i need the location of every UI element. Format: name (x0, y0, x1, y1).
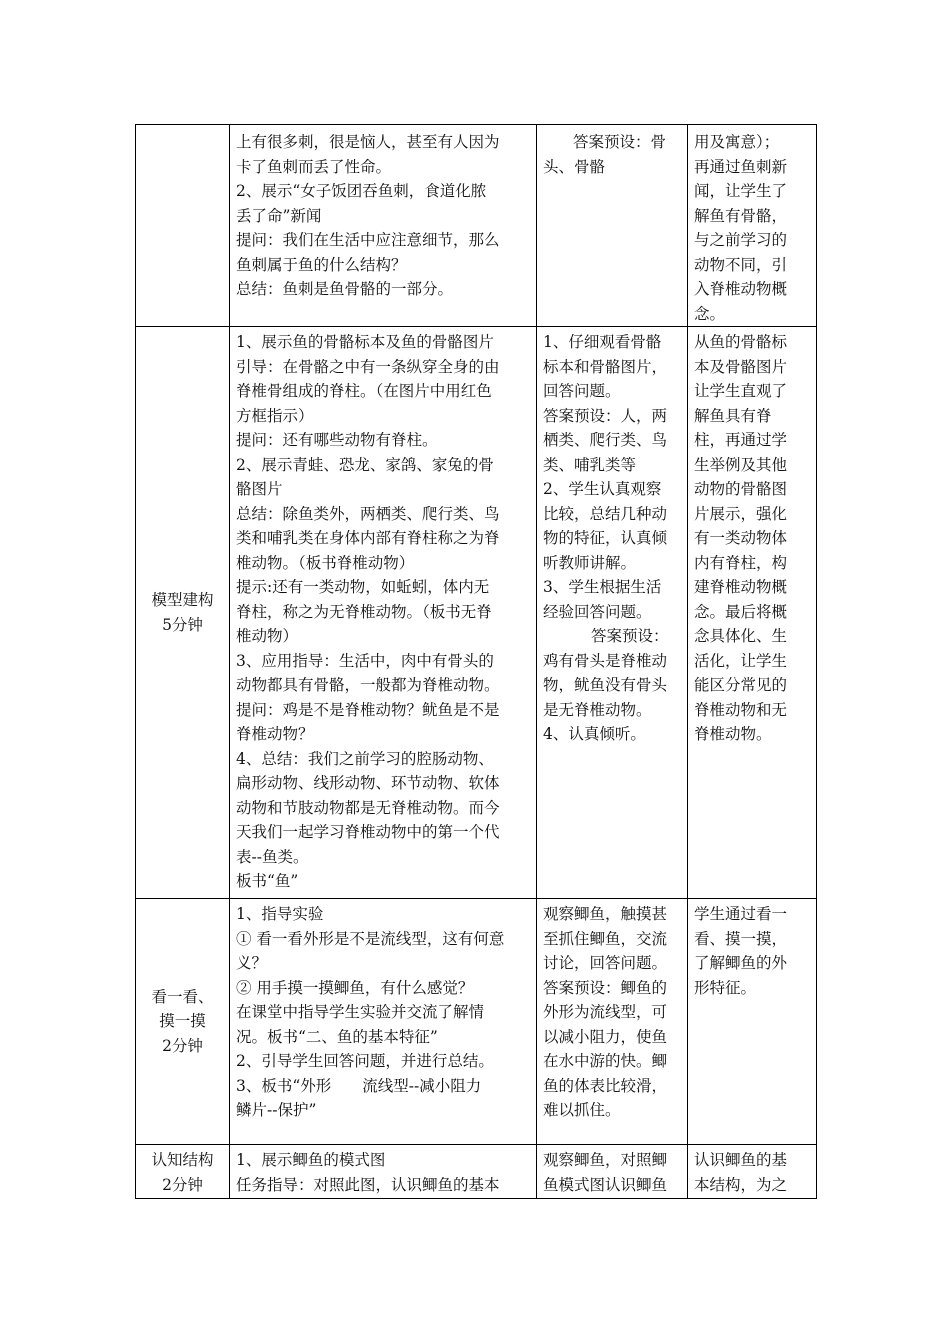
text-line: 标本和骨骼图片， (543, 357, 668, 376)
phase-cell (136, 899, 230, 1145)
text-line: 观察鲫鱼，触摸甚 (543, 905, 668, 923)
text-line: 在课堂中指导学生实验并交流了解情 (236, 1003, 485, 1021)
text-line: 板书“鱼” (236, 872, 299, 890)
text-line: 难以抓住。 (543, 1101, 621, 1119)
text-line: 上有很多刺，很是恼人，甚至有人因为 (236, 133, 500, 151)
text-line: 表--鱼类。 (236, 847, 309, 866)
text-line: 2、学生认真观察 (543, 480, 662, 498)
text-line: 片展示，强化 (694, 504, 788, 523)
text-line: 况。板书“二、鱼的基本特征” (236, 1027, 438, 1046)
text-line: 活化，让学生 (694, 651, 788, 670)
student-activity-cell (537, 125, 688, 327)
text-line: 2、展示“女子饭团吞鱼刺，食道化脓 (236, 182, 487, 200)
text-line: 椎动物） (236, 627, 299, 645)
text-line: 经验回答问题。 (543, 602, 652, 621)
text-line: 鱼刺属于鱼的什么结构？ (236, 255, 407, 274)
text-line: 栖类、爬行类、鸟 (543, 431, 668, 449)
text-line: 物的特征，认真倾 (543, 529, 668, 547)
text-line: 义？ (236, 954, 268, 972)
text-line: 认识鲫鱼的基 (694, 1151, 788, 1169)
text-line: 答案预设： (591, 627, 669, 645)
text-line: 总结：除鱼类外，两栖类、爬行类、鸟 (236, 504, 500, 523)
teacher-activity-cell (230, 327, 537, 899)
text-line: 动物和节肢动物都是无脊椎动物。而今 (236, 798, 500, 817)
text-line: 念。 (694, 304, 726, 323)
student-activity-cell (537, 1145, 688, 1199)
text-line: 解鱼具有脊 (694, 406, 772, 425)
text-line: 2、引导学生回答问题，并进行总结。 (236, 1052, 494, 1070)
text-line: 念具体化、生 (694, 627, 788, 645)
text-line: 答案预设：人，两 (543, 406, 668, 425)
table-row (136, 899, 817, 1145)
text-line: 脊椎动物和无 (694, 700, 788, 719)
text-line: 椎动物。（板书脊椎动物） (236, 553, 415, 572)
text-line: 观察鲫鱼，对照鲫 (543, 1151, 668, 1169)
phase-cell (136, 327, 230, 899)
text-line: 是无脊椎动物。 (543, 700, 652, 719)
text-line: 比较，总结几种动 (543, 504, 668, 523)
phase-cell (136, 1145, 230, 1199)
text-line: 形特征。 (694, 978, 757, 997)
text-line: 3、板书“外形 流线型--减小阻力 (236, 1076, 482, 1095)
table-row (136, 327, 817, 899)
text-line: 脊椎骨组成的脊柱。（在图片中用红色 (236, 382, 492, 400)
text-line: 头、骨骼 (543, 157, 606, 176)
student-activity-cell (537, 327, 688, 899)
text-line: 天我们一起学习脊椎动物中的第一个代 (236, 823, 500, 841)
teacher-activity-cell (230, 1145, 537, 1199)
text-line: 鸡有骨头是脊椎动 (543, 651, 668, 670)
phase-duration: 5分钟 (162, 615, 203, 634)
text-line: 了解鲫鱼的外 (694, 954, 788, 972)
text-line: 动物都具有骨骼，一般都为脊椎动物。 (236, 676, 500, 694)
text-line: 脊椎动物？ (236, 725, 314, 743)
text-line: 物，鱿鱼没有骨头 (543, 676, 668, 694)
text-line: 鳞片--保护” (236, 1101, 317, 1119)
text-line: 能区分常见的 (694, 676, 788, 694)
text-line: 听教师讲解。 (543, 553, 637, 572)
phase-duration: 2分钟 (162, 1175, 203, 1194)
text-line: 本结构，为之 (694, 1175, 788, 1194)
text-line: 以减小阻力，使鱼 (543, 1027, 668, 1046)
text-line: 2、展示青蛙、恐龙、家鸽、家兔的骨 (236, 455, 494, 474)
text-line: 骼图片 (236, 480, 283, 498)
lesson-plan-table (135, 124, 817, 1199)
text-line: 闻，让学生了 (694, 182, 788, 200)
text-line: 3、应用指导：生活中，肉中有骨头的 (236, 651, 494, 670)
text-line: 任务指导：对照此图，认识鲫鱼的基本 (236, 1175, 500, 1194)
text-line: 讨论，回答问题。 (543, 954, 668, 972)
text-line: 总结：鱼刺是鱼骨骼的一部分。 (236, 280, 454, 298)
phase-label: 认知结构 (151, 1151, 214, 1169)
text-line: 提问：还有哪些动物有脊柱。 (236, 431, 438, 449)
text-line: 提示:还有一类动物，如蚯蚓，体内无 (236, 578, 490, 596)
text-line: 从鱼的骨骼标 (694, 333, 788, 351)
text-line: 鱼的体表比较滑， (543, 1076, 668, 1095)
phase-label: 看一看、 (151, 987, 214, 1006)
text-line: 回答问题。 (543, 382, 621, 400)
text-line: ② 用手摸一摸鲫鱼，有什么感觉？ (236, 978, 474, 997)
table-row (136, 125, 817, 327)
student-activity-cell (537, 899, 688, 1145)
text-line: 脊柱，称之为无脊椎动物。（板书无脊 (236, 602, 492, 621)
text-line: 再通过鱼刺新 (694, 157, 788, 176)
text-line: 本及骨骼图片 (694, 357, 788, 376)
text-line: 入脊椎动物概 (694, 280, 788, 298)
text-line: 卡了鱼刺而丢了性命。 (236, 157, 392, 176)
text-line: 类和哺乳类在身体内部有脊柱称之为脊 (236, 529, 500, 547)
text-line: 生举例及其他 (694, 455, 788, 474)
text-line: 有一类动物体 (694, 529, 788, 547)
text-line: 扁形动物、线形动物、环节动物、软体 (236, 774, 500, 792)
text-line: 与之前学习的 (694, 231, 788, 249)
text-line: 至抓住鲫鱼，交流 (543, 929, 668, 948)
text-line: 类、哺乳类等 (543, 455, 637, 474)
text-line: 3、学生根据生活 (543, 578, 662, 596)
phase-label: 摸一摸 (159, 1012, 206, 1031)
text-line: 提问：我们在生活中应注意细节，那么 (236, 231, 500, 249)
text-line: 方框指示） (236, 406, 314, 425)
design-intent-cell (688, 899, 817, 1145)
text-line: 答案预设：鲫鱼的 (543, 978, 668, 997)
text-line: 丢了命”新闻 (236, 206, 322, 225)
text-line: 在水中游的快。鲫 (543, 1052, 668, 1070)
text-line: 1、展示鲫鱼的模式图 (236, 1151, 386, 1169)
text-line: 4、认真倾听。 (543, 725, 646, 743)
text-line: 1、展示鱼的骨骼标本及鱼的骨骼图片 (236, 333, 494, 351)
phase-label: 模型建构 (151, 591, 214, 609)
phase-duration: 2分钟 (162, 1036, 203, 1055)
text-line: 让学生直观了 (694, 382, 788, 400)
table-row (136, 1145, 817, 1199)
text-line: 念。最后将概 (694, 602, 788, 621)
text-line: 外形为流线型，可 (543, 1003, 668, 1021)
text-line: 提问：鸡是不是脊椎动物？鱿鱼是不是 (236, 700, 500, 719)
text-line: 学生通过看一 (694, 905, 788, 923)
text-line: 脊椎动物。 (694, 725, 772, 743)
design-intent-cell (688, 327, 817, 899)
text-line: 解鱼有骨骼， (694, 206, 788, 225)
text-line: 4、总结：我们之前学习的腔肠动物、 (236, 749, 494, 768)
teacher-activity-cell (230, 899, 537, 1145)
text-line: 鱼模式图认识鲫鱼 (543, 1175, 668, 1194)
phase-cell (136, 125, 230, 327)
text-line: 动物不同，引 (694, 255, 788, 274)
design-intent-cell (688, 1145, 817, 1199)
text-line: 看、摸一摸， (694, 929, 788, 948)
text-line: 动物的骨骼图 (694, 480, 788, 498)
text-line: 答案预设：骨 (573, 133, 667, 151)
text-line: 1、仔细观看骨骼 (543, 333, 662, 351)
text-line: 建脊椎动物概 (694, 578, 788, 596)
text-line: 1、指导实验 (236, 905, 324, 923)
text-line: 用及寓意）； (694, 133, 780, 151)
teacher-activity-cell (230, 125, 537, 327)
design-intent-cell (688, 125, 817, 327)
text-line: ① 看一看外形是不是流线型，这有何意 (236, 929, 505, 948)
text-line: 柱，再通过学 (694, 431, 788, 449)
text-line: 内有脊柱，构 (694, 553, 788, 572)
text-line: 引导：在骨骼之中有一条纵穿全身的由 (236, 357, 500, 376)
